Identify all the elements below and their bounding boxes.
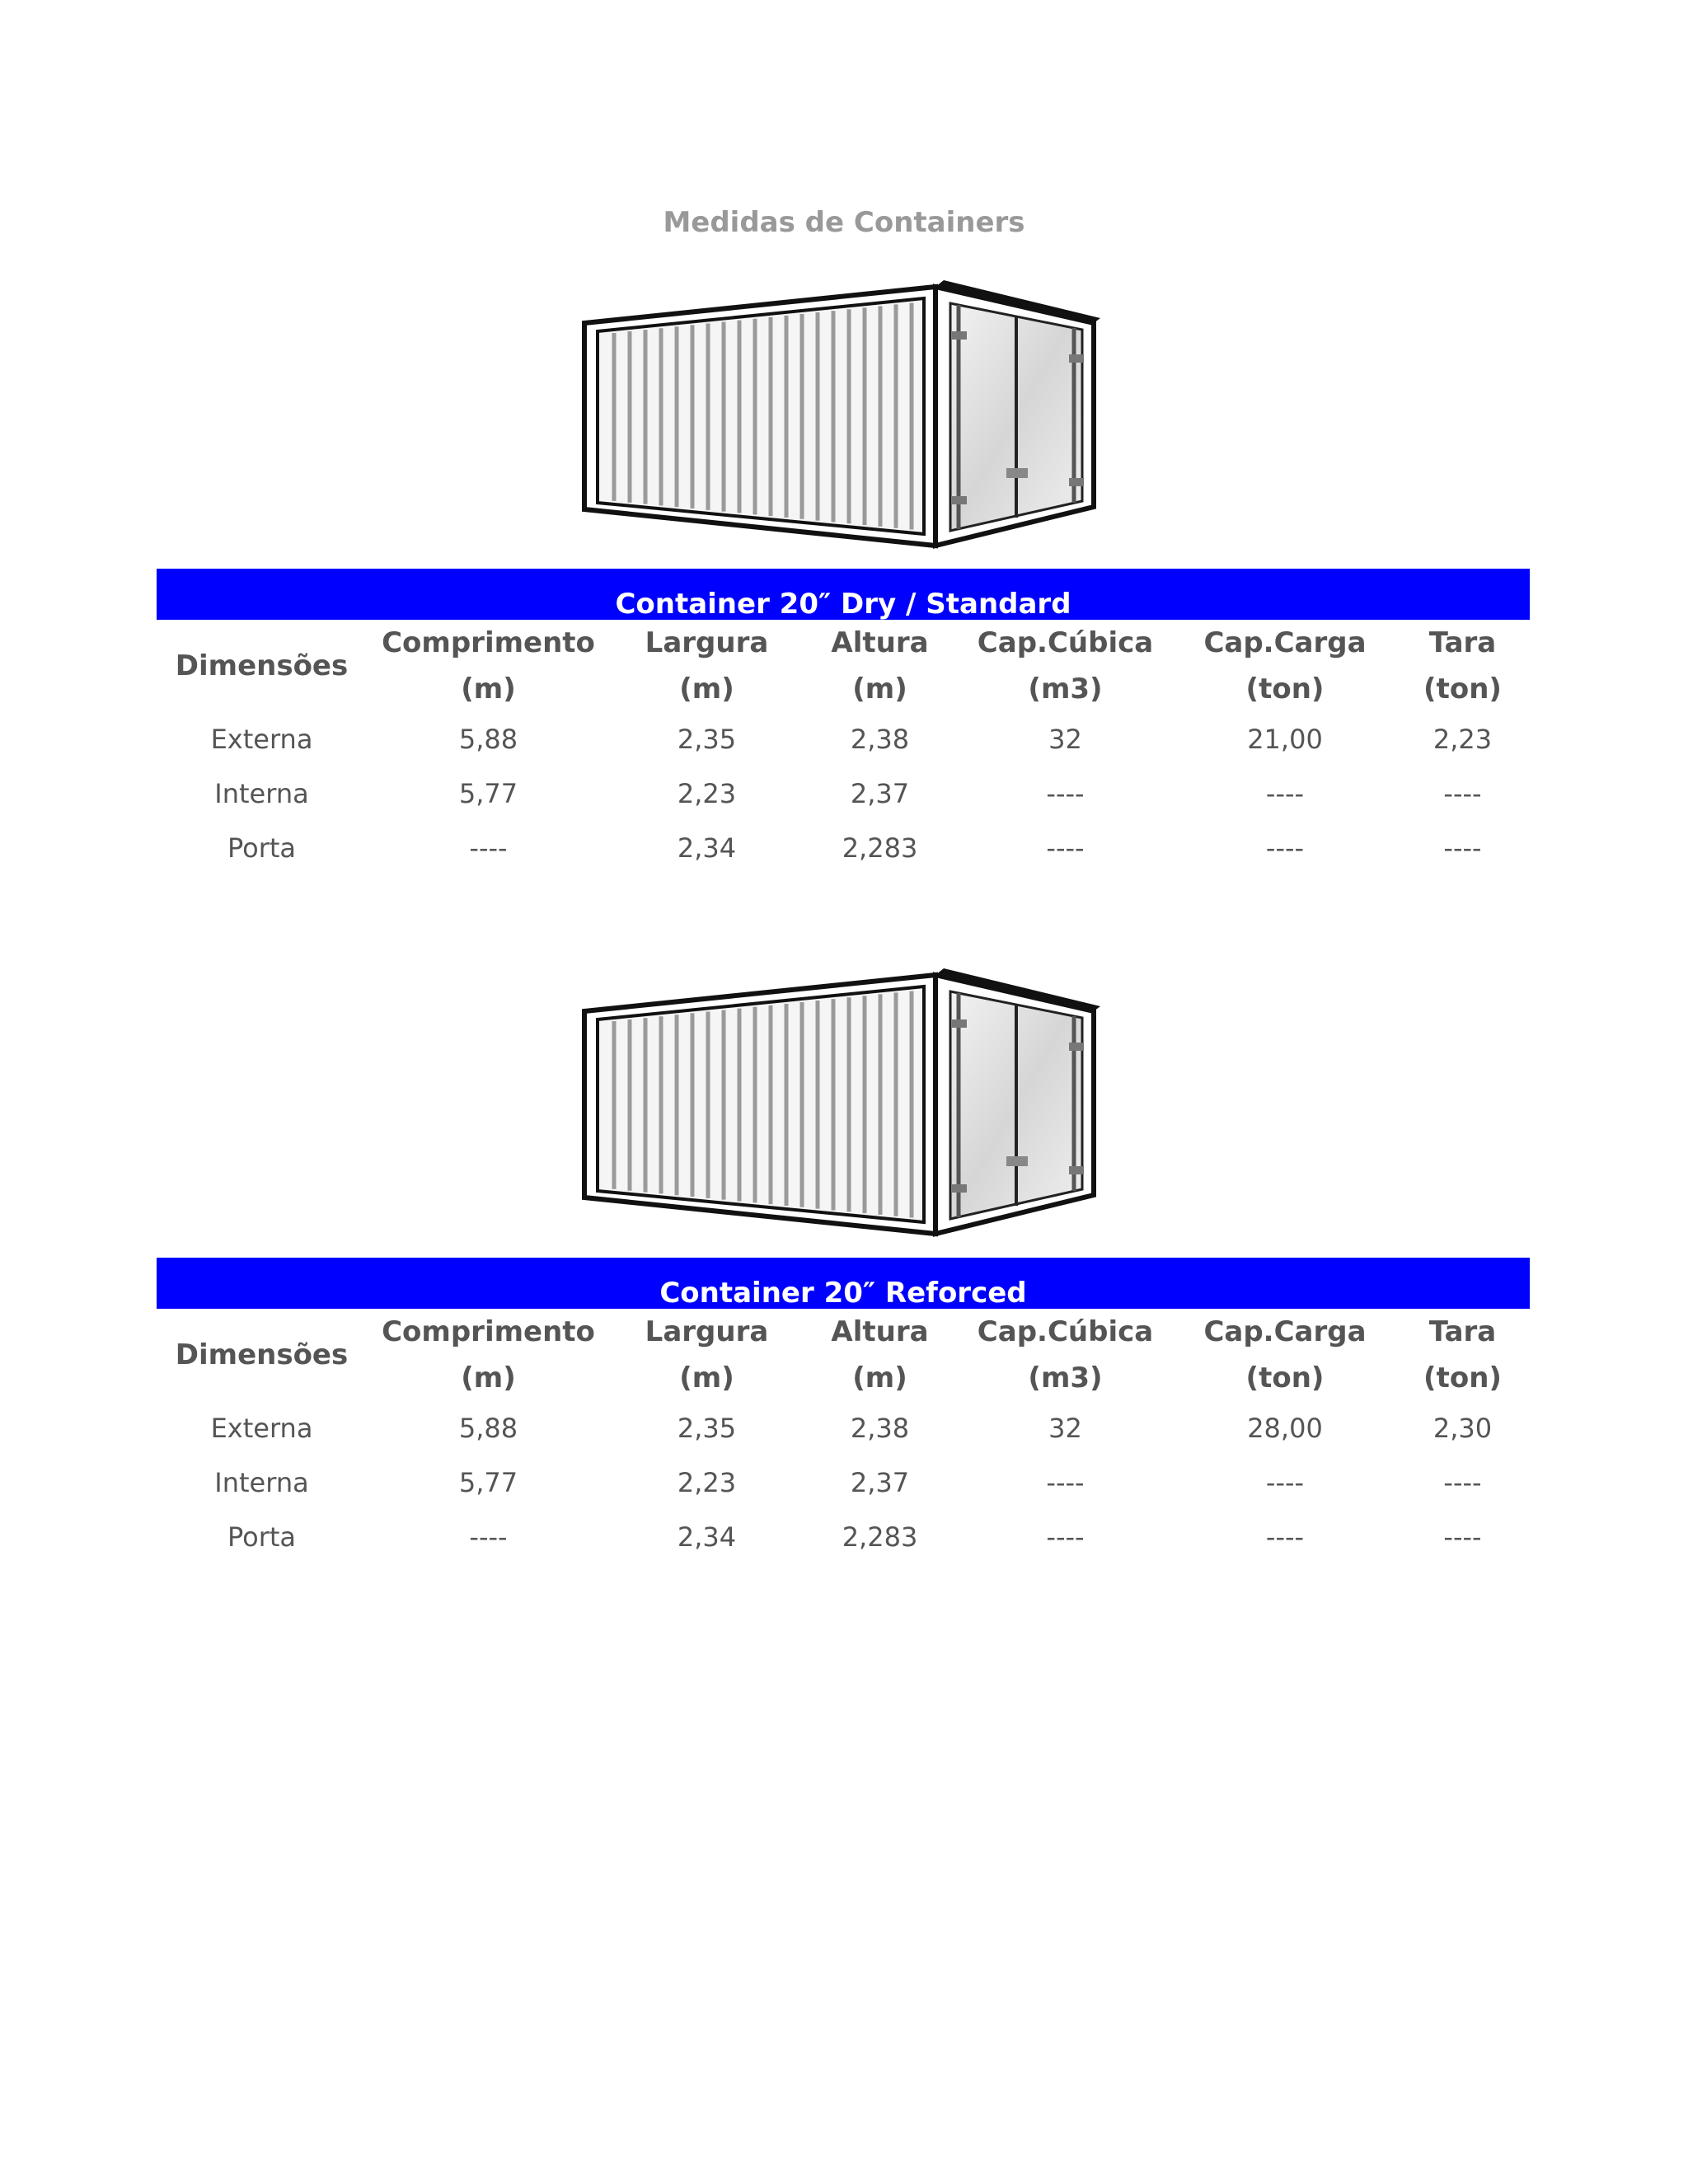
table-cell: ----	[1046, 778, 1085, 809]
table-cell: ----	[1046, 1467, 1085, 1498]
table-cell: ----	[1443, 832, 1482, 864]
table-cell: Porta	[227, 832, 297, 864]
table-cell: ----	[1265, 1521, 1305, 1553]
header-dimensoes: Dimensões	[175, 1338, 349, 1371]
table-row	[157, 1455, 1530, 1510]
header-comprimento: Comprimento (m)	[382, 626, 595, 705]
table-cell: 2,35	[677, 724, 737, 755]
table-row	[157, 1510, 1530, 1564]
table-cell: 28,00	[1247, 1413, 1323, 1444]
table-section-reforced	[157, 1258, 1530, 1564]
table-cell: 21,00	[1247, 724, 1323, 755]
table-section-dry-standard	[157, 569, 1530, 875]
header-largura: Largura (m)	[645, 626, 769, 705]
table-cell: 2,23	[1432, 724, 1493, 755]
table-cell: ----	[1443, 1467, 1482, 1498]
dimensions-table	[157, 1309, 1530, 1564]
table-cell: 32	[1048, 724, 1082, 755]
table-cell: 32	[1048, 1413, 1082, 1444]
container-illustration	[581, 280, 1102, 552]
table-cell: ----	[469, 832, 508, 864]
table-cell: Porta	[227, 1521, 297, 1553]
page-title: Medidas de Containers	[663, 206, 1025, 239]
header-tara: Tara (ton)	[1423, 1315, 1502, 1394]
table-cell: 2,37	[850, 778, 910, 809]
header-altura: Altura (m)	[831, 1315, 929, 1394]
table-cell: 2,30	[1432, 1413, 1493, 1444]
table-cell: Externa	[210, 724, 313, 755]
table-cell: ----	[1265, 778, 1305, 809]
header-cap-carga: Cap.Carga (ton)	[1203, 626, 1367, 705]
table-cell: Interna	[214, 778, 309, 809]
dimensions-table	[157, 620, 1530, 875]
table-cell: ----	[469, 1521, 508, 1553]
table-row	[157, 821, 1530, 875]
table-cell: 5,88	[458, 724, 518, 755]
table-row	[157, 766, 1530, 821]
table-cell: Externa	[210, 1413, 313, 1444]
table-cell: 2,35	[677, 1413, 737, 1444]
table-cell: ----	[1265, 1467, 1305, 1498]
table-cell: 2,23	[677, 778, 737, 809]
header-cap-cubica: Cap.Cúbica (m3)	[977, 626, 1154, 705]
header-row	[157, 620, 1530, 712]
table-cell: 2,38	[850, 724, 910, 755]
table-cell: ----	[1443, 1521, 1482, 1553]
table-row	[157, 712, 1530, 766]
header-altura: Altura (m)	[831, 626, 929, 705]
header-comprimento: Comprimento (m)	[382, 1315, 595, 1394]
header-cap-cubica: Cap.Cúbica (m3)	[977, 1315, 1154, 1394]
container-illustration	[581, 968, 1102, 1240]
table-cell: 2,34	[677, 832, 737, 864]
table-cell: 2,283	[842, 1521, 918, 1553]
table-cell: 5,77	[458, 1467, 518, 1498]
section-title-band: Container 20″ Reforced	[157, 1258, 1530, 1309]
header-cap-carga: Cap.Carga (ton)	[1203, 1315, 1367, 1394]
table-cell: 5,88	[458, 1413, 518, 1444]
table-cell: 5,77	[458, 778, 518, 809]
table-cell: ----	[1046, 832, 1085, 864]
table-cell: 2,37	[850, 1467, 910, 1498]
header-largura: Largura (m)	[645, 1315, 769, 1394]
table-row	[157, 1401, 1530, 1455]
table-cell: ----	[1046, 1521, 1085, 1553]
table-cell: 2,23	[677, 1467, 737, 1498]
table-cell: ----	[1265, 832, 1305, 864]
table-cell: 2,34	[677, 1521, 737, 1553]
section-title-band: Container 20″ Dry / Standard	[157, 569, 1530, 620]
header-tara: Tara (ton)	[1423, 626, 1502, 705]
table-cell: Interna	[214, 1467, 309, 1498]
header-row	[157, 1309, 1530, 1401]
table-cell: 2,38	[850, 1413, 910, 1444]
table-cell: 2,283	[842, 832, 918, 864]
table-cell: ----	[1443, 778, 1482, 809]
header-dimensoes: Dimensões	[175, 649, 349, 682]
